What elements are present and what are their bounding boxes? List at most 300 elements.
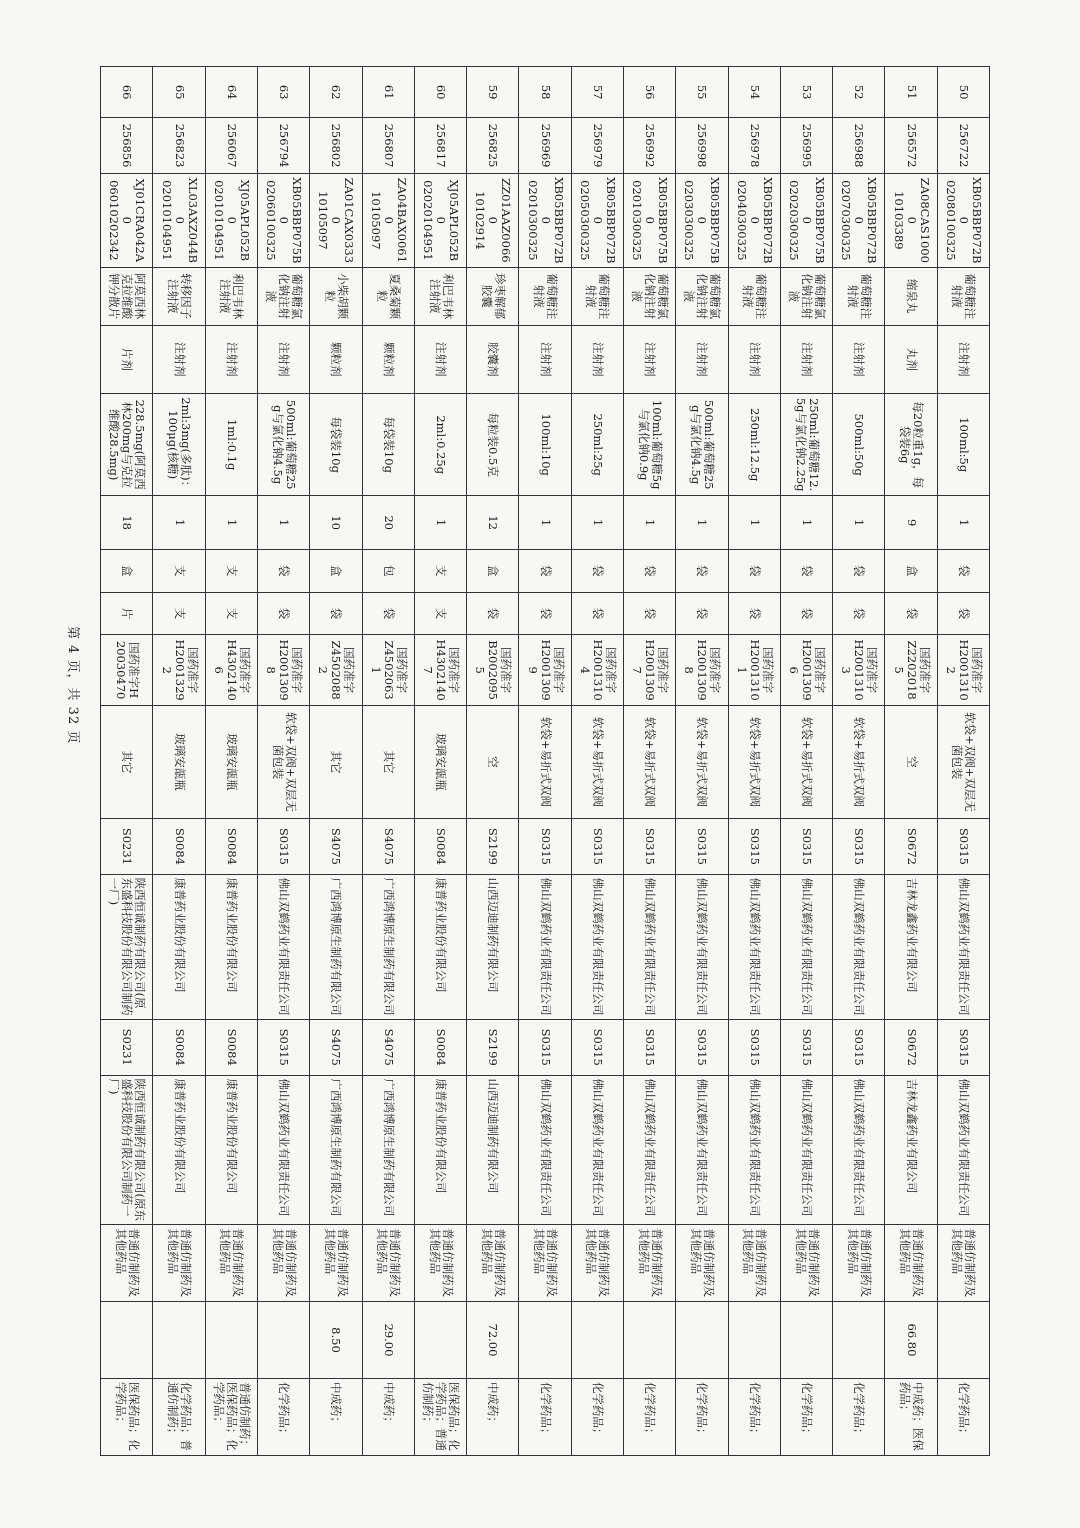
manufacturer-cell: 佛山双鹤药业有限责任公司 bbox=[937, 1075, 989, 1225]
manufacturer-cell: 康普药业股份有限公司 bbox=[205, 1075, 257, 1225]
packaging-material-cell: 其它 bbox=[310, 705, 362, 818]
item-id-cell: 256802 bbox=[310, 118, 362, 174]
attribute-cell: 普通仿制药；医保药品；化学药品； bbox=[205, 1378, 257, 1455]
category-cell: 普通仿制药及其他药品 bbox=[101, 1225, 154, 1302]
item-id-cell: 256979 bbox=[571, 118, 623, 174]
drug-name-cell: 缩泉丸 bbox=[885, 267, 937, 325]
price-cell bbox=[258, 1302, 310, 1379]
category-cell: 普通仿制药及其他药品 bbox=[153, 1225, 205, 1302]
maker-code-cell: S4075 bbox=[310, 1019, 362, 1075]
license-holder-cell: 吉林龙鑫药业有限公司 bbox=[885, 874, 937, 1019]
dosage-form-cell: 注射剂 bbox=[153, 325, 205, 393]
approval-number-cell: 国药准字 H20013099 bbox=[519, 635, 571, 706]
price-cell bbox=[414, 1302, 466, 1379]
maker-code-cell: S2199 bbox=[467, 1019, 519, 1075]
dosage-form-cell: 注射剂 bbox=[937, 325, 989, 393]
table-row bbox=[833, 67, 885, 1456]
drug-code-cell: XB05BBP075B0 02020300325 bbox=[780, 173, 832, 267]
pack-quantity-cell: 1 bbox=[937, 496, 989, 549]
table-row bbox=[414, 67, 466, 1456]
holder-code-cell: S0315 bbox=[571, 819, 623, 875]
item-id-cell: 256794 bbox=[258, 118, 310, 174]
pack-unit-cell: 袋 bbox=[624, 549, 676, 592]
specification-cell: 2ml:0.25g bbox=[414, 393, 466, 496]
packaging-material-cell: 软袋+易折式双阀 bbox=[624, 705, 676, 818]
pack-quantity-cell: 1 bbox=[676, 496, 728, 549]
row-number-cell: 57 bbox=[571, 67, 623, 118]
item-id-cell: 256856 bbox=[101, 118, 154, 174]
pack-unit-cell: 袋 bbox=[937, 549, 989, 592]
packaging-material-cell: 玻璃安瓿瓶 bbox=[153, 705, 205, 818]
license-holder-cell: 广西鸿博原生制药有限公司 bbox=[310, 874, 362, 1019]
dosage-form-cell: 注射剂 bbox=[833, 325, 885, 393]
table-row bbox=[519, 67, 571, 1456]
attribute-cell: 化学药品； bbox=[624, 1378, 676, 1455]
rotated-document-page bbox=[65, 66, 990, 1456]
specification-cell: 250ml:12.5g bbox=[728, 393, 780, 496]
row-number-cell: 50 bbox=[937, 67, 989, 118]
min-unit-cell: 袋 bbox=[624, 592, 676, 635]
manufacturer-cell: 佛山双鹤药业有限责任公司 bbox=[780, 1075, 832, 1225]
approval-number-cell: 国药准字 H20013098 bbox=[676, 635, 728, 706]
manufacturer-cell: 吉林龙鑫药业有限公司 bbox=[885, 1075, 937, 1225]
row-number-cell: 64 bbox=[205, 67, 257, 118]
category-cell: 普通仿制药及其他药品 bbox=[414, 1225, 466, 1302]
drug-name-cell: 转移因子注射液 bbox=[153, 267, 205, 325]
manufacturer-cell: 佛山双鹤药业有限责任公司 bbox=[676, 1075, 728, 1225]
drug-name-cell: 葡萄糖氯化钠注射液 bbox=[258, 267, 310, 325]
item-id-cell: 256825 bbox=[467, 118, 519, 174]
holder-code-cell: S0315 bbox=[937, 819, 989, 875]
approval-number-cell: 国药准字 Z22020185 bbox=[885, 635, 937, 706]
drug-code-cell: ZZ01AAZ00660 10102914 bbox=[467, 173, 519, 267]
pack-quantity-cell: 18 bbox=[101, 496, 154, 549]
pack-quantity-cell: 12 bbox=[467, 496, 519, 549]
maker-code-cell: S0672 bbox=[885, 1019, 937, 1075]
item-id-cell: 256978 bbox=[728, 118, 780, 174]
item-id-cell: 256722 bbox=[937, 118, 989, 174]
maker-code-cell: S0084 bbox=[205, 1019, 257, 1075]
row-number-cell: 60 bbox=[414, 67, 466, 118]
approval-number-cell: 国药准字 H20013101 bbox=[728, 635, 780, 706]
dosage-form-cell: 注射剂 bbox=[780, 325, 832, 393]
manufacturer-cell: 康普药业股份有限公司 bbox=[153, 1075, 205, 1225]
approval-number-cell: 国药准字 H43021407 bbox=[414, 635, 466, 706]
holder-code-cell: S0084 bbox=[153, 819, 205, 875]
pack-quantity-cell: 10 bbox=[310, 496, 362, 549]
item-id-cell: 256823 bbox=[153, 118, 205, 174]
maker-code-cell: S0315 bbox=[780, 1019, 832, 1075]
item-id-cell: 256988 bbox=[833, 118, 885, 174]
manufacturer-cell: 佛山双鹤药业有限责任公司 bbox=[258, 1075, 310, 1225]
pack-quantity-cell: 1 bbox=[728, 496, 780, 549]
pack-quantity-cell: 1 bbox=[624, 496, 676, 549]
price-cell bbox=[519, 1302, 571, 1379]
pack-quantity-cell: 1 bbox=[414, 496, 466, 549]
approval-number-cell: 国药准字 H43021406 bbox=[205, 635, 257, 706]
manufacturer-cell: 广西鸿博原生制药有限公司 bbox=[362, 1075, 414, 1225]
approval-number-cell: 国药准字 Z45020882 bbox=[310, 635, 362, 706]
dosage-form-cell: 颗粒剂 bbox=[310, 325, 362, 393]
pack-unit-cell: 袋 bbox=[571, 549, 623, 592]
packaging-material-cell: 软袋+双阀+双层无菌包装 bbox=[258, 705, 310, 818]
license-holder-cell: 佛山双鹤药业有限责任公司 bbox=[571, 874, 623, 1019]
table-row bbox=[676, 67, 728, 1456]
pack-unit-cell: 袋 bbox=[833, 549, 885, 592]
maker-code-cell: S0315 bbox=[519, 1019, 571, 1075]
min-unit-cell: 袋 bbox=[571, 592, 623, 635]
table-row bbox=[362, 67, 414, 1456]
maker-code-cell: S0315 bbox=[937, 1019, 989, 1075]
item-id-cell: 256067 bbox=[205, 118, 257, 174]
holder-code-cell: S0084 bbox=[205, 819, 257, 875]
min-unit-cell: 袋 bbox=[676, 592, 728, 635]
price-cell bbox=[780, 1302, 832, 1379]
attribute-cell: 化学药品； bbox=[571, 1378, 623, 1455]
dosage-form-cell: 注射剂 bbox=[571, 325, 623, 393]
item-id-cell: 256992 bbox=[624, 118, 676, 174]
drug-code-cell: XB05BBP075B0 02060100325 bbox=[258, 173, 310, 267]
packaging-material-cell: 软袋+易折式双阀 bbox=[571, 705, 623, 818]
maker-code-cell: S0315 bbox=[624, 1019, 676, 1075]
row-number-cell: 52 bbox=[833, 67, 885, 118]
manufacturer-cell: 佛山双鹤药业有限责任公司 bbox=[833, 1075, 885, 1225]
drug-code-cell: ZA04BAX00610 10105097 bbox=[362, 173, 414, 267]
drug-name-cell: 葡萄糖注射液 bbox=[833, 267, 885, 325]
holder-code-cell: S0315 bbox=[258, 819, 310, 875]
approval-number-cell: 国药准字H 20030470 bbox=[101, 635, 154, 706]
specification-cell: 每粒装0.5克 bbox=[467, 393, 519, 496]
manufacturer-cell: 佛山双鹤药业有限责任公司 bbox=[519, 1075, 571, 1225]
price-cell bbox=[624, 1302, 676, 1379]
table-row bbox=[205, 67, 257, 1456]
category-cell: 普通仿制药及其他药品 bbox=[258, 1225, 310, 1302]
row-number-cell: 66 bbox=[101, 67, 154, 118]
category-cell: 普通仿制药及其他药品 bbox=[205, 1225, 257, 1302]
row-number-cell: 51 bbox=[885, 67, 937, 118]
category-cell: 普通仿制药及其他药品 bbox=[571, 1225, 623, 1302]
packaging-material-cell: 软袋+易折式双阀 bbox=[728, 705, 780, 818]
row-number-cell: 59 bbox=[467, 67, 519, 118]
packaging-material-cell: 软袋+易折式双阀 bbox=[780, 705, 832, 818]
min-unit-cell: 袋 bbox=[937, 592, 989, 635]
drug-code-cell: ZA08CAS10000 10103389 bbox=[885, 173, 937, 267]
pack-unit-cell: 袋 bbox=[519, 549, 571, 592]
min-unit-cell: 支 bbox=[414, 592, 466, 635]
holder-code-cell: S0672 bbox=[885, 819, 937, 875]
approval-number-cell: 国药准字 H20013104 bbox=[571, 635, 623, 706]
pack-unit-cell: 盒 bbox=[310, 549, 362, 592]
table-row bbox=[885, 67, 937, 1456]
maker-code-cell: S0084 bbox=[153, 1019, 205, 1075]
holder-code-cell: S0315 bbox=[833, 819, 885, 875]
min-unit-cell: 袋 bbox=[362, 592, 414, 635]
price-cell bbox=[571, 1302, 623, 1379]
packaging-material-cell: 空 bbox=[885, 705, 937, 818]
manufacturer-cell: 山西迈迪制药有限公司 bbox=[467, 1075, 519, 1225]
table-row bbox=[780, 67, 832, 1456]
dosage-form-cell: 注射剂 bbox=[519, 325, 571, 393]
specification-cell: 每袋装10g bbox=[310, 393, 362, 496]
table-row bbox=[467, 67, 519, 1456]
license-holder-cell: 康普药业股份有限公司 bbox=[153, 874, 205, 1019]
attribute-cell: 化学药品； bbox=[258, 1378, 310, 1455]
drug-name-cell: 利巴韦林注射液 bbox=[414, 267, 466, 325]
packaging-material-cell: 玻璃安瓿瓶 bbox=[205, 705, 257, 818]
holder-code-cell: S0315 bbox=[780, 819, 832, 875]
attribute-cell: 化学药品； bbox=[833, 1378, 885, 1455]
attribute-cell: 化学药品； bbox=[780, 1378, 832, 1455]
row-number-cell: 54 bbox=[728, 67, 780, 118]
specification-cell: 每袋装10g bbox=[362, 393, 414, 496]
attribute-cell: 化学药品；普通仿制药； bbox=[153, 1378, 205, 1455]
min-unit-cell: 袋 bbox=[780, 592, 832, 635]
min-unit-cell: 袋 bbox=[833, 592, 885, 635]
specification-cell: 500ml:葡萄糖25g与氯化钠4.5g bbox=[258, 393, 310, 496]
packaging-material-cell: 其它 bbox=[101, 705, 154, 818]
pack-quantity-cell: 20 bbox=[362, 496, 414, 549]
dosage-form-cell: 丸剂 bbox=[885, 325, 937, 393]
packaging-material-cell: 软袋+易折式双阀 bbox=[676, 705, 728, 818]
row-number-cell: 53 bbox=[780, 67, 832, 118]
license-holder-cell: 康普药业股份有限公司 bbox=[205, 874, 257, 1019]
pack-unit-cell: 袋 bbox=[780, 549, 832, 592]
drug-code-cell: XB05BBP072B0 02050300325 bbox=[571, 173, 623, 267]
price-cell bbox=[101, 1302, 154, 1379]
price-cell bbox=[833, 1302, 885, 1379]
table-row bbox=[101, 67, 154, 1456]
min-unit-cell: 袋 bbox=[728, 592, 780, 635]
holder-code-cell: S0315 bbox=[728, 819, 780, 875]
attribute-cell: 中成药； bbox=[362, 1378, 414, 1455]
license-holder-cell: 康普药业股份有限公司 bbox=[414, 874, 466, 1019]
item-id-cell: 256572 bbox=[885, 118, 937, 174]
dosage-form-cell: 注射剂 bbox=[258, 325, 310, 393]
maker-code-cell: S4075 bbox=[362, 1019, 414, 1075]
min-unit-cell: 袋 bbox=[310, 592, 362, 635]
row-number-cell: 61 bbox=[362, 67, 414, 118]
item-id-cell: 256995 bbox=[780, 118, 832, 174]
min-unit-cell: 袋 bbox=[519, 592, 571, 635]
pack-quantity-cell: 1 bbox=[519, 496, 571, 549]
drug-name-cell: 葡萄糖注射液 bbox=[519, 267, 571, 325]
approval-number-cell: 国药准字 H20013292 bbox=[153, 635, 205, 706]
approval-number-cell: 国药准字 H20013098 bbox=[258, 635, 310, 706]
dosage-form-cell: 注射剂 bbox=[205, 325, 257, 393]
holder-code-cell: S0315 bbox=[519, 819, 571, 875]
drug-name-cell: 小柴胡颗粒 bbox=[310, 267, 362, 325]
attribute-cell: 化学药品； bbox=[676, 1378, 728, 1455]
drug-code-cell: XB05BBP072B0 02080100325 bbox=[937, 173, 989, 267]
drug-name-cell: 葡萄糖氯化钠注射液 bbox=[676, 267, 728, 325]
category-cell: 普通仿制药及其他药品 bbox=[728, 1225, 780, 1302]
price-cell bbox=[205, 1302, 257, 1379]
drug-code-cell: XJ05APL052B0 02010104951 bbox=[205, 173, 257, 267]
license-holder-cell: 山西迈迪制药有限公司 bbox=[467, 874, 519, 1019]
pack-quantity-cell: 1 bbox=[571, 496, 623, 549]
specification-cell: 500ml:50g bbox=[833, 393, 885, 496]
maker-code-cell: S0084 bbox=[414, 1019, 466, 1075]
dosage-form-cell: 颗粒剂 bbox=[362, 325, 414, 393]
pack-quantity-cell: 1 bbox=[153, 496, 205, 549]
category-cell: 普通仿制药及其他药品 bbox=[624, 1225, 676, 1302]
drug-code-cell: XB05BBP075B0 02030300325 bbox=[676, 173, 728, 267]
specification-cell: 100ml:10g bbox=[519, 393, 571, 496]
approval-number-cell: 国药准字 Z45020631 bbox=[362, 635, 414, 706]
approval-number-cell: 国药准字 H20013097 bbox=[624, 635, 676, 706]
drug-code-cell: XB05BBP072B0 02010300325 bbox=[519, 173, 571, 267]
pack-unit-cell: 支 bbox=[153, 549, 205, 592]
drug-name-cell: 利巴韦林注射液 bbox=[205, 267, 257, 325]
drug-code-cell: XL03AXZ044B0 02010104951 bbox=[153, 173, 205, 267]
drug-name-cell: 阿莫西林克拉维酸钾分散片 bbox=[101, 267, 154, 325]
price-cell bbox=[728, 1302, 780, 1379]
row-number-cell: 55 bbox=[676, 67, 728, 118]
min-unit-cell: 袋 bbox=[885, 592, 937, 635]
attribute-cell: 化学药品； bbox=[519, 1378, 571, 1455]
price-cell: 29.00 bbox=[362, 1302, 414, 1379]
attribute-cell: 中成药； bbox=[467, 1378, 519, 1455]
table-row bbox=[728, 67, 780, 1456]
license-holder-cell: 佛山双鹤药业有限责任公司 bbox=[624, 874, 676, 1019]
pack-unit-cell: 盒 bbox=[101, 549, 154, 592]
specification-cell: 228.5mg(阿莫西林200mg与克拉维酸28.5mg) bbox=[101, 393, 154, 496]
row-number-cell: 63 bbox=[258, 67, 310, 118]
min-unit-cell: 支 bbox=[205, 592, 257, 635]
category-cell: 普通仿制药及其他药品 bbox=[780, 1225, 832, 1302]
maker-code-cell: S0315 bbox=[571, 1019, 623, 1075]
maker-code-cell: S0315 bbox=[833, 1019, 885, 1075]
pack-unit-cell: 袋 bbox=[258, 549, 310, 592]
specification-cell: 500ml:葡萄糖25g与氯化钠4.5g bbox=[676, 393, 728, 496]
price-cell bbox=[937, 1302, 989, 1379]
specification-cell: 1ml:0.1g bbox=[205, 393, 257, 496]
drug-name-cell: 葡萄糖氯化钠注射液 bbox=[624, 267, 676, 325]
pack-unit-cell: 袋 bbox=[676, 549, 728, 592]
price-cell bbox=[676, 1302, 728, 1379]
drug-code-cell: ZA01CAX03330 10105097 bbox=[310, 173, 362, 267]
pack-quantity-cell: 1 bbox=[205, 496, 257, 549]
specification-cell: 100ml:葡萄糖5g与氯化钠0.9g bbox=[624, 393, 676, 496]
license-holder-cell: 佛山双鹤药业有限责任公司 bbox=[258, 874, 310, 1019]
price-cell: 72.00 bbox=[467, 1302, 519, 1379]
item-id-cell: 256998 bbox=[676, 118, 728, 174]
license-holder-cell: 佛山双鹤药业有限责任公司 bbox=[937, 874, 989, 1019]
pack-unit-cell: 袋 bbox=[728, 549, 780, 592]
table-row bbox=[571, 67, 623, 1456]
page-footer: 第 4 页，共 32 页 bbox=[65, 626, 80, 745]
drug-name-cell: 葡萄糖注射液 bbox=[937, 267, 989, 325]
dosage-form-cell: 片剂 bbox=[101, 325, 154, 393]
category-cell: 普通仿制药及其他药品 bbox=[833, 1225, 885, 1302]
drug-code-cell: XJ01CRA042A0 06010202342 bbox=[101, 173, 154, 267]
maker-code-cell: S0315 bbox=[676, 1019, 728, 1075]
drug-name-cell: 夏桑菊颗粒 bbox=[362, 267, 414, 325]
price-cell: 8.50 bbox=[310, 1302, 362, 1379]
table-row bbox=[624, 67, 676, 1456]
approval-number-cell: 国药准字 H20013103 bbox=[833, 635, 885, 706]
attribute-cell: 中成药；医保药品； bbox=[885, 1378, 937, 1455]
drug-name-cell: 珍枣解郁胶囊 bbox=[467, 267, 519, 325]
maker-code-cell: S0315 bbox=[258, 1019, 310, 1075]
category-cell: 普通仿制药及其他药品 bbox=[937, 1225, 989, 1302]
specification-cell: 2ml:3mg(多肽)：100μg(核糖) bbox=[153, 393, 205, 496]
pack-quantity-cell: 1 bbox=[780, 496, 832, 549]
item-id-cell: 256807 bbox=[362, 118, 414, 174]
packaging-material-cell: 软袋+易折式双阀 bbox=[833, 705, 885, 818]
holder-code-cell: S4075 bbox=[362, 819, 414, 875]
holder-code-cell: S0084 bbox=[414, 819, 466, 875]
packaging-material-cell: 软袋+易折式双阀 bbox=[519, 705, 571, 818]
attribute-cell: 医保药品；化学药品； bbox=[101, 1378, 154, 1455]
table-row bbox=[153, 67, 205, 1456]
item-id-cell: 256969 bbox=[519, 118, 571, 174]
category-cell: 普通仿制药及其他药品 bbox=[676, 1225, 728, 1302]
item-id-cell: 256817 bbox=[414, 118, 466, 174]
pack-quantity-cell: 1 bbox=[258, 496, 310, 549]
category-cell: 普通仿制药及其他药品 bbox=[519, 1225, 571, 1302]
pack-unit-cell: 包 bbox=[362, 549, 414, 592]
drug-code-cell: XB05BBP072B0 02070300325 bbox=[833, 173, 885, 267]
drug-code-cell: XB05BBP075B0 02010300325 bbox=[624, 173, 676, 267]
license-holder-cell: 佛山双鹤药业有限责任公司 bbox=[676, 874, 728, 1019]
specification-cell: 100ml:5g bbox=[937, 393, 989, 496]
maker-code-cell: S0315 bbox=[728, 1019, 780, 1075]
approval-number-cell: 国药准字 B20020955 bbox=[467, 635, 519, 706]
pack-unit-cell: 盒 bbox=[467, 549, 519, 592]
dosage-form-cell: 注射剂 bbox=[676, 325, 728, 393]
license-holder-cell: 佛山双鹤药业有限责任公司 bbox=[519, 874, 571, 1019]
pack-quantity-cell: 1 bbox=[833, 496, 885, 549]
license-holder-cell: 佛山双鹤药业有限责任公司 bbox=[833, 874, 885, 1019]
min-unit-cell: 袋 bbox=[467, 592, 519, 635]
drug-code-cell: XB05BBP072B0 02040300325 bbox=[728, 173, 780, 267]
manufacturer-cell: 康普药业股份有限公司 bbox=[414, 1075, 466, 1225]
attribute-cell: 医保药品；化学药品；普通仿制药； bbox=[414, 1378, 466, 1455]
specification-cell: 每20粒重1g，每袋装6g bbox=[885, 393, 937, 496]
maker-code-cell: S0231 bbox=[101, 1019, 154, 1075]
license-holder-cell: 佛山双鹤药业有限责任公司 bbox=[780, 874, 832, 1019]
drug-code-cell: XJ05APL052B0 02020104951 bbox=[414, 173, 466, 267]
manufacturer-cell: 佛山双鹤药业有限责任公司 bbox=[571, 1075, 623, 1225]
table-row bbox=[937, 67, 989, 1456]
approval-number-cell: 国药准字 H20013096 bbox=[780, 635, 832, 706]
packaging-material-cell: 空 bbox=[467, 705, 519, 818]
attribute-cell: 化学药品； bbox=[937, 1378, 989, 1455]
manufacturer-cell: 广西鸿博原生制药有限公司 bbox=[310, 1075, 362, 1225]
approval-number-cell: 国药准字 H20013102 bbox=[937, 635, 989, 706]
license-holder-cell: 广西鸿博原生制药有限公司 bbox=[362, 874, 414, 1019]
drug-name-cell: 葡萄糖注射液 bbox=[728, 267, 780, 325]
min-unit-cell: 袋 bbox=[258, 592, 310, 635]
holder-code-cell: S0315 bbox=[624, 819, 676, 875]
table-row bbox=[258, 67, 310, 1456]
row-number-cell: 65 bbox=[153, 67, 205, 118]
min-unit-cell: 片 bbox=[101, 592, 154, 635]
category-cell: 普通仿制药及其他药品 bbox=[467, 1225, 519, 1302]
row-number-cell: 62 bbox=[310, 67, 362, 118]
packaging-material-cell: 玻璃安瓿瓶 bbox=[414, 705, 466, 818]
pack-unit-cell: 盒 bbox=[885, 549, 937, 592]
pack-quantity-cell: 9 bbox=[885, 496, 937, 549]
license-holder-cell: 佛山双鹤药业有限责任公司 bbox=[728, 874, 780, 1019]
license-holder-cell: 陕西恒诚制药有限公司(原东盛科技股份有限公司制药一厂) bbox=[101, 874, 154, 1019]
drug-name-cell: 葡萄糖注射液 bbox=[571, 267, 623, 325]
attribute-cell: 化学药品； bbox=[728, 1378, 780, 1455]
packaging-material-cell: 软袋+双阀+双层无菌包装 bbox=[937, 705, 989, 818]
pack-unit-cell: 支 bbox=[414, 549, 466, 592]
manufacturer-cell: 佛山双鹤药业有限责任公司 bbox=[624, 1075, 676, 1225]
